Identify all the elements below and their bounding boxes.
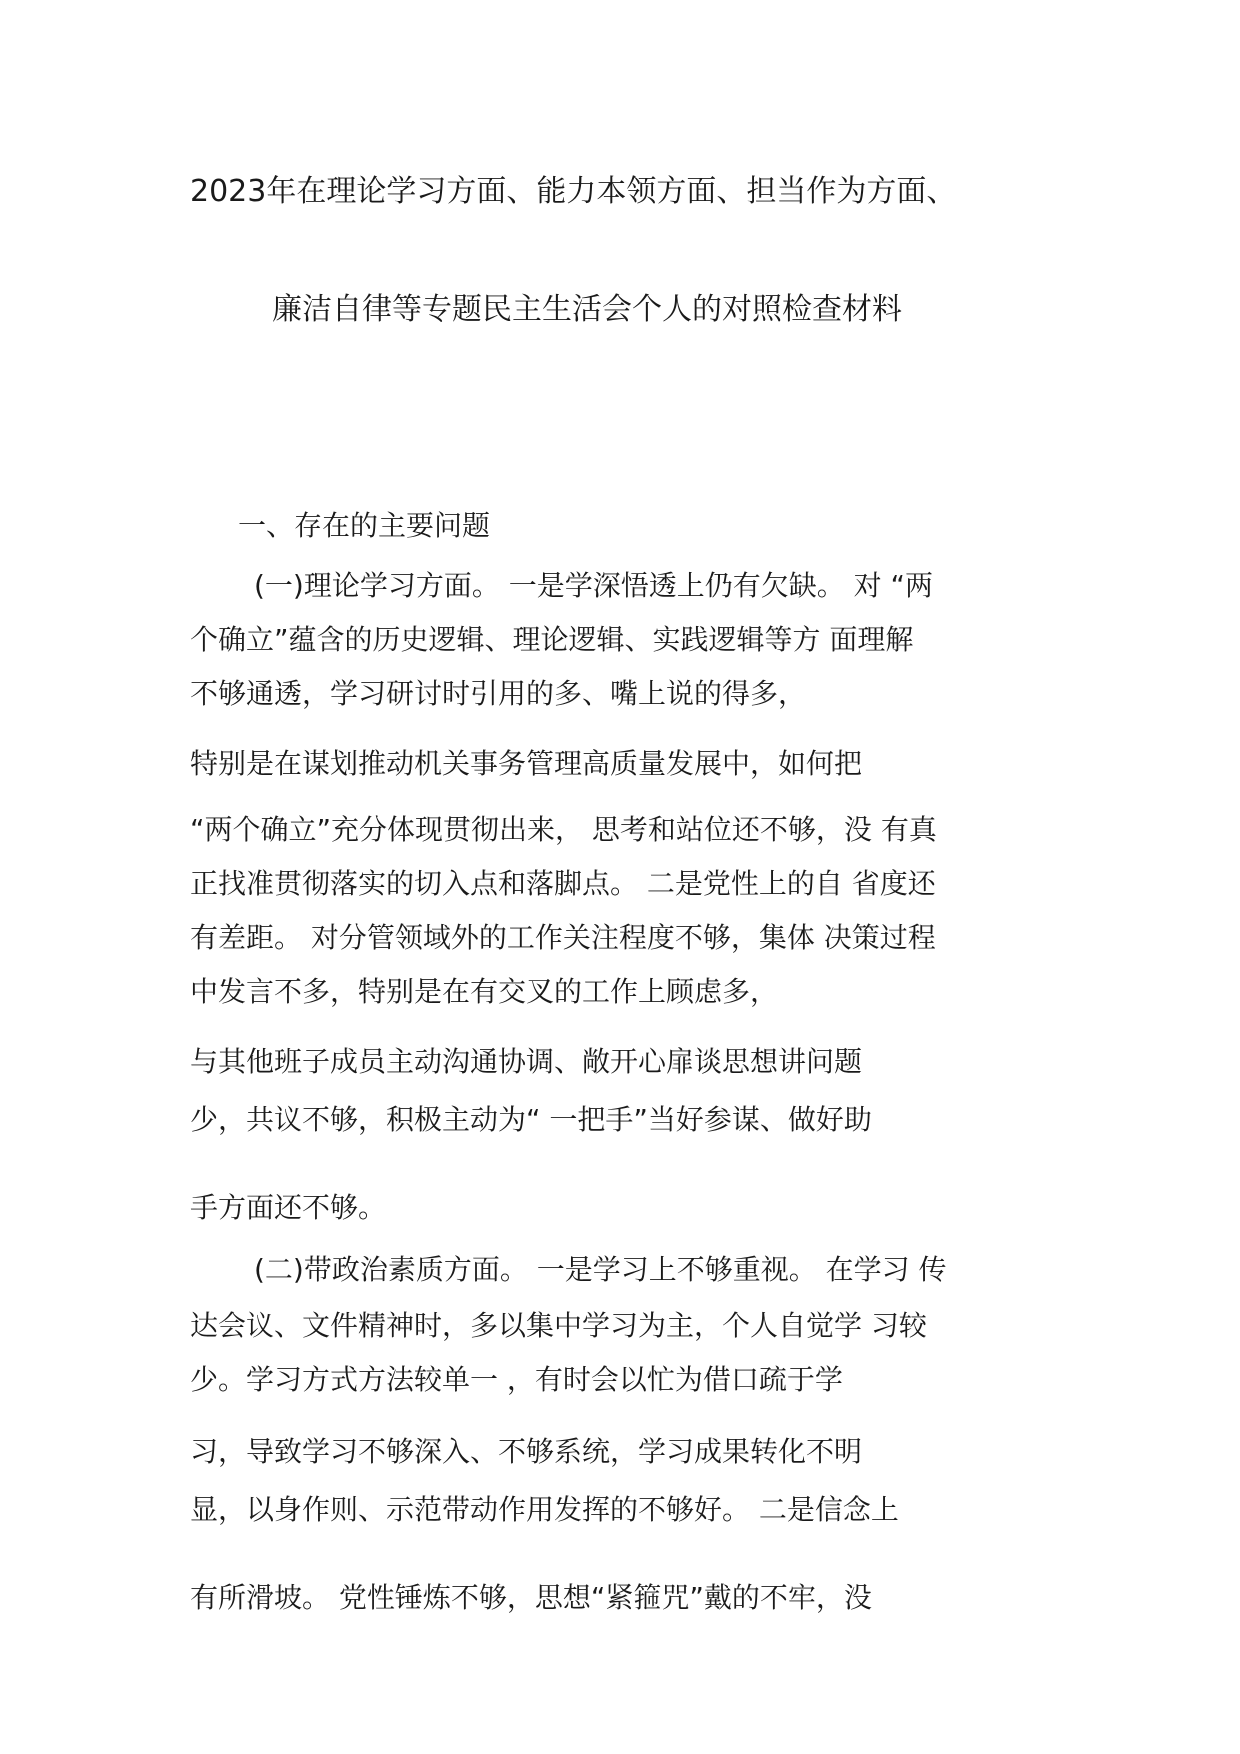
body-line-12: (二)带政治素质方面。 一是学习上不够重视。 在学习 传	[254, 1253, 947, 1286]
body-line-2: 个确立”蕴含的历史逻辑、理论逻辑、实践逻辑等方 面理解	[190, 623, 914, 656]
body-line-7: 有差距。 对分管领域外的工作关注程度不够，集体 决策过程	[190, 921, 936, 954]
body-line-1: (一)理论学习方面。 一是学深悟透上仍有欠缺。 对 “两	[254, 569, 934, 602]
document-title-line-1: 2023年在理论学习方面、能力本领方面、担当作为方面、	[190, 174, 957, 209]
body-line-4: 特别是在谋划推动机关事务管理高质量发展中，如何把	[190, 747, 863, 780]
body-line-10: 少，共议不够，积极主动为“ 一把手”当好参谋、做好助	[190, 1103, 872, 1136]
body-line-6: 正找准贯彻落实的切入点和落脚点。 二是党性上的自 省度还	[190, 867, 936, 900]
body-line-17: 有所滑坡。 党性锤炼不够，思想“紧箍咒”戴的不牢，没	[190, 1581, 872, 1614]
body-line-16: 显，以身作则、示范带动作用发挥的不够好。 二是信念上	[190, 1493, 899, 1526]
body-line-8: 中发言不多，特别是在有交叉的工作上顾虑多，	[190, 975, 779, 1008]
document-title-line-2: 廉洁自律等专题民主生活会个人的对照检查材料	[272, 292, 902, 327]
body-line-9: 与其他班子成员主动沟通协调、敞开心扉谈思想讲问题	[190, 1045, 863, 1078]
body-line-5: “两个确立”充分体现贯彻出来， 思考和站位还不够，没 有真	[190, 813, 937, 846]
body-line-11: 手方面还不够。	[190, 1191, 387, 1224]
body-line-15: 习，导致学习不够深入、不够系统，学习成果转化不明	[190, 1435, 863, 1468]
body-line-13: 达会议、文件精神时，多以集中学习为主，个人自觉学 习较	[190, 1309, 927, 1342]
body-line-3: 不够通透，学习研讨时引用的多、嘴上说的得多，	[190, 677, 807, 710]
body-line-14: 少。学习方式方法较单一 ，有时会以忙为借口疏于学	[190, 1363, 843, 1396]
section-heading: 一、存在的主要问题	[238, 509, 491, 542]
